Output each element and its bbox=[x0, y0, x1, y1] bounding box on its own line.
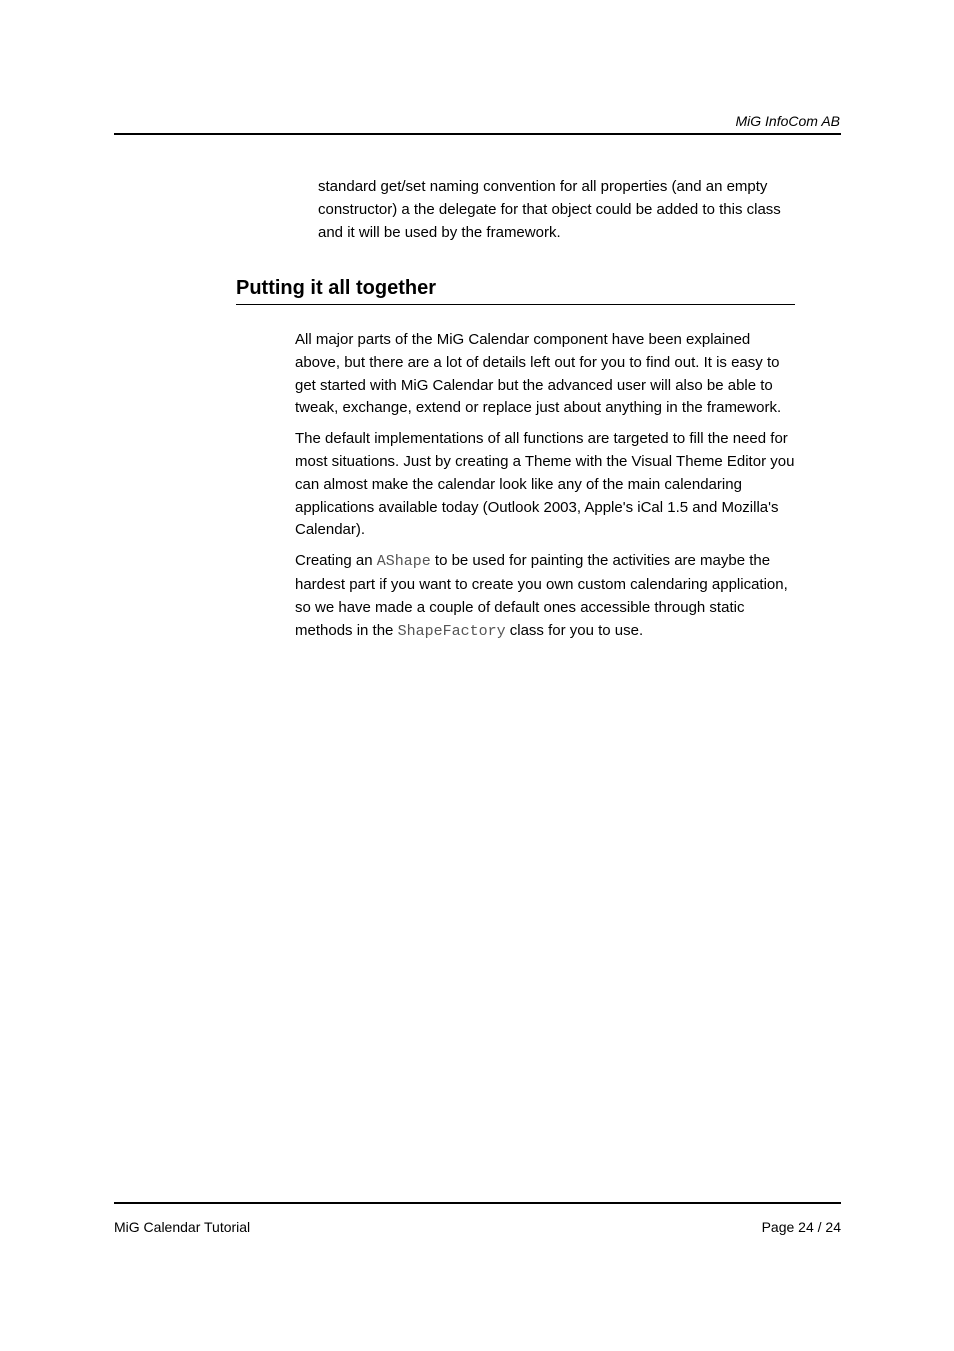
paragraph-shapes-text-1: Creating an bbox=[295, 552, 377, 570]
paragraph-shapes-text-3: class for you to use. bbox=[505, 621, 644, 639]
section-heading: Putting it all together bbox=[236, 277, 436, 299]
paragraph-shapes-text-2: to be used for painting the activities are maybe the hardest part if you want to create you own custom calendaring application, so we have made a couple of default ones accessible through static methods in the bbox=[295, 552, 788, 639]
code-shapefactory: ShapeFactory bbox=[397, 622, 506, 640]
footer-document-title: MiG Calendar Tutorial bbox=[114, 1219, 251, 1235]
code-ashape: AShape bbox=[376, 553, 431, 571]
footer-page-number: Page 24 / 24 bbox=[761, 1219, 841, 1235]
section-divider bbox=[236, 304, 795, 305]
continued-paragraph: standard get/set naming convention for all properties (and an empty constructor) a the delegate for that object could be added to this class and it will be used by the framework. bbox=[318, 178, 781, 241]
header-divider bbox=[114, 133, 841, 135]
page-header-company: MiG InfoCom AB bbox=[735, 113, 840, 129]
paragraph-overview: All major parts of the MiG Calendar component have been explained above, but there are a lot of details left out for you to find out. It is easy to get started with MiG Calendar but the advanced user will also be able to tweak, exchange, extend or replace just about anything in the framework. bbox=[295, 331, 782, 417]
footer-divider bbox=[114, 1202, 841, 1204]
paragraph-defaults: The default implementations of all functions are targeted to fill the need for most situations. Just by creating a Theme with the Visual Theme Editor you can almost make the calendar look like any of the main calendaring applications available today (Outlook 2003, Apple's iCal 1.5 and Mozilla's Calendar). bbox=[295, 430, 795, 539]
section-body bbox=[295, 329, 795, 651]
paragraph-shapes bbox=[295, 550, 795, 643]
